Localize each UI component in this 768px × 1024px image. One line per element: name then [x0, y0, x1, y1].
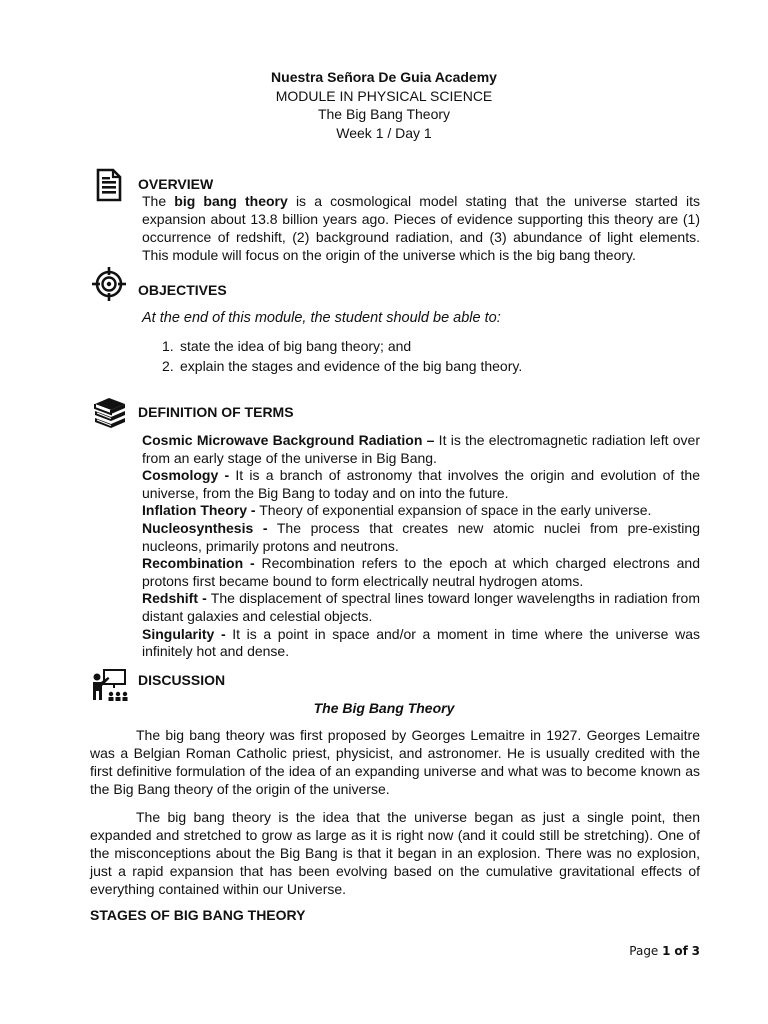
objective-item — [162, 357, 522, 377]
definition-text: It is the electromagnetic radiation left over from an early stage of the universe in Big Bang. — [142, 432, 700, 466]
document-icon — [92, 168, 126, 202]
objective-number: 2. — [162, 357, 174, 374]
objective-text: explain the stages and evidence of the big bang theory. — [180, 357, 523, 374]
overview-heading: OVERVIEW — [138, 176, 214, 192]
definition-term: Inflation Theory - — [142, 502, 256, 519]
objectives-intro: At the end of this module, the student should be able to: — [142, 310, 501, 326]
discussion-paragraph-1: The big bang theory was first proposed by Georges Lemaitre in 1927. Georges Lemaitre was a Belgian Roman Catholic priest, physicist, and astronomer. He is usually credited with the first definitive formulation of the idea of an expanding universe and what was to become known as the Big Bang theory of the origin of the universe. — [90, 727, 700, 797]
books-icon — [92, 394, 128, 430]
document-header — [0, 68, 768, 142]
overview-text: is a cosmological model stating that the universe started its expansion about 13.8 billion years ago. Pieces of evidence supporting this theory are (1) occurrence of redshift, (2) background radiation, and (3) abundance of light elements. This module will focus on the origin of the universe which is the big bang theory. — [142, 193, 700, 263]
page-current: 1 — [662, 944, 671, 958]
definition-item — [142, 626, 700, 661]
discussion-heading: DISCUSSION — [138, 672, 226, 688]
page-of: of — [674, 944, 688, 958]
definition-item — [142, 502, 700, 520]
definitions-list — [142, 432, 700, 661]
definition-term: Nucleosynthesis - — [142, 519, 268, 536]
definition-item — [142, 432, 700, 467]
objective-text: state the idea of big bang theory; and — [180, 338, 412, 354]
page-label: Page — [629, 944, 659, 958]
definition-item — [142, 467, 700, 502]
definition-text: It is a branch of astronomy that involves the origin and evolution of the universe, from the Big Bang to today and on into the future. — [142, 467, 700, 501]
topic-title: The Big Bang Theory — [317, 106, 451, 122]
definition-text: The displacement of spectral lines toward longer wavelengths in radiation from distant galaxies and celestial objects. — [142, 590, 700, 624]
stages-heading: STAGES OF BIG BANG THEORY — [90, 907, 306, 923]
target-icon — [91, 266, 127, 302]
definition-term: Singularity - — [142, 625, 226, 642]
definition-item — [142, 590, 700, 625]
discussion-paragraph-2: The big bang theory is the idea that the universe began as just a single point, then expanded and stretched to grow as large as it is right now (and it could still be stretching). One of the misconceptions about the Big Bang is that it began in an explosion. There was no explosion, just a rapid expansion that has been evolving based on the cumulative gravitational effects of everything contained within our Universe. — [90, 809, 700, 897]
objectives-heading: OBJECTIVES — [138, 282, 227, 298]
definition-term: Redshift - — [142, 590, 207, 607]
teacher-icon — [90, 668, 128, 704]
definition-text: Recombination refers to the epoch at which charged electrons and protons first became bound to form electrically neutral hydrogen atoms. — [142, 555, 701, 589]
objective-item — [162, 337, 522, 357]
definition-term: Recombination - — [142, 555, 255, 572]
page-number — [629, 944, 700, 958]
definitions-heading: DEFINITION OF TERMS — [138, 404, 294, 420]
definition-term: Cosmic Microwave Background Radiation – — [142, 432, 435, 448]
page-total: 3 — [691, 944, 700, 958]
definition-item — [142, 555, 700, 590]
school-name: Nuestra Señora De Guia Academy — [271, 69, 497, 85]
overview-text-start: The — [142, 193, 175, 209]
overview-term: big bang theory — [174, 193, 288, 209]
definition-text: Theory of exponential expansion of space in the early universe. — [255, 502, 652, 519]
definition-item — [142, 520, 700, 555]
objective-number: 1. — [162, 338, 174, 354]
discussion-subtitle: The Big Bang Theory — [313, 700, 455, 716]
module-title: MODULE IN PHYSICAL SCIENCE — [275, 87, 493, 104]
definition-term: Cosmology - — [142, 467, 230, 484]
objectives-list — [162, 337, 522, 376]
definition-text: The process that creates new atomic nuclei from pre-existing nucleons, primarily protons and neutrons. — [142, 519, 700, 554]
overview-paragraph — [142, 192, 700, 264]
definition-text: It is a point in space and/or a moment in time where the universe was infinitely hot and dense. — [142, 625, 700, 660]
week-day: Week 1 / Day 1 — [336, 124, 432, 141]
